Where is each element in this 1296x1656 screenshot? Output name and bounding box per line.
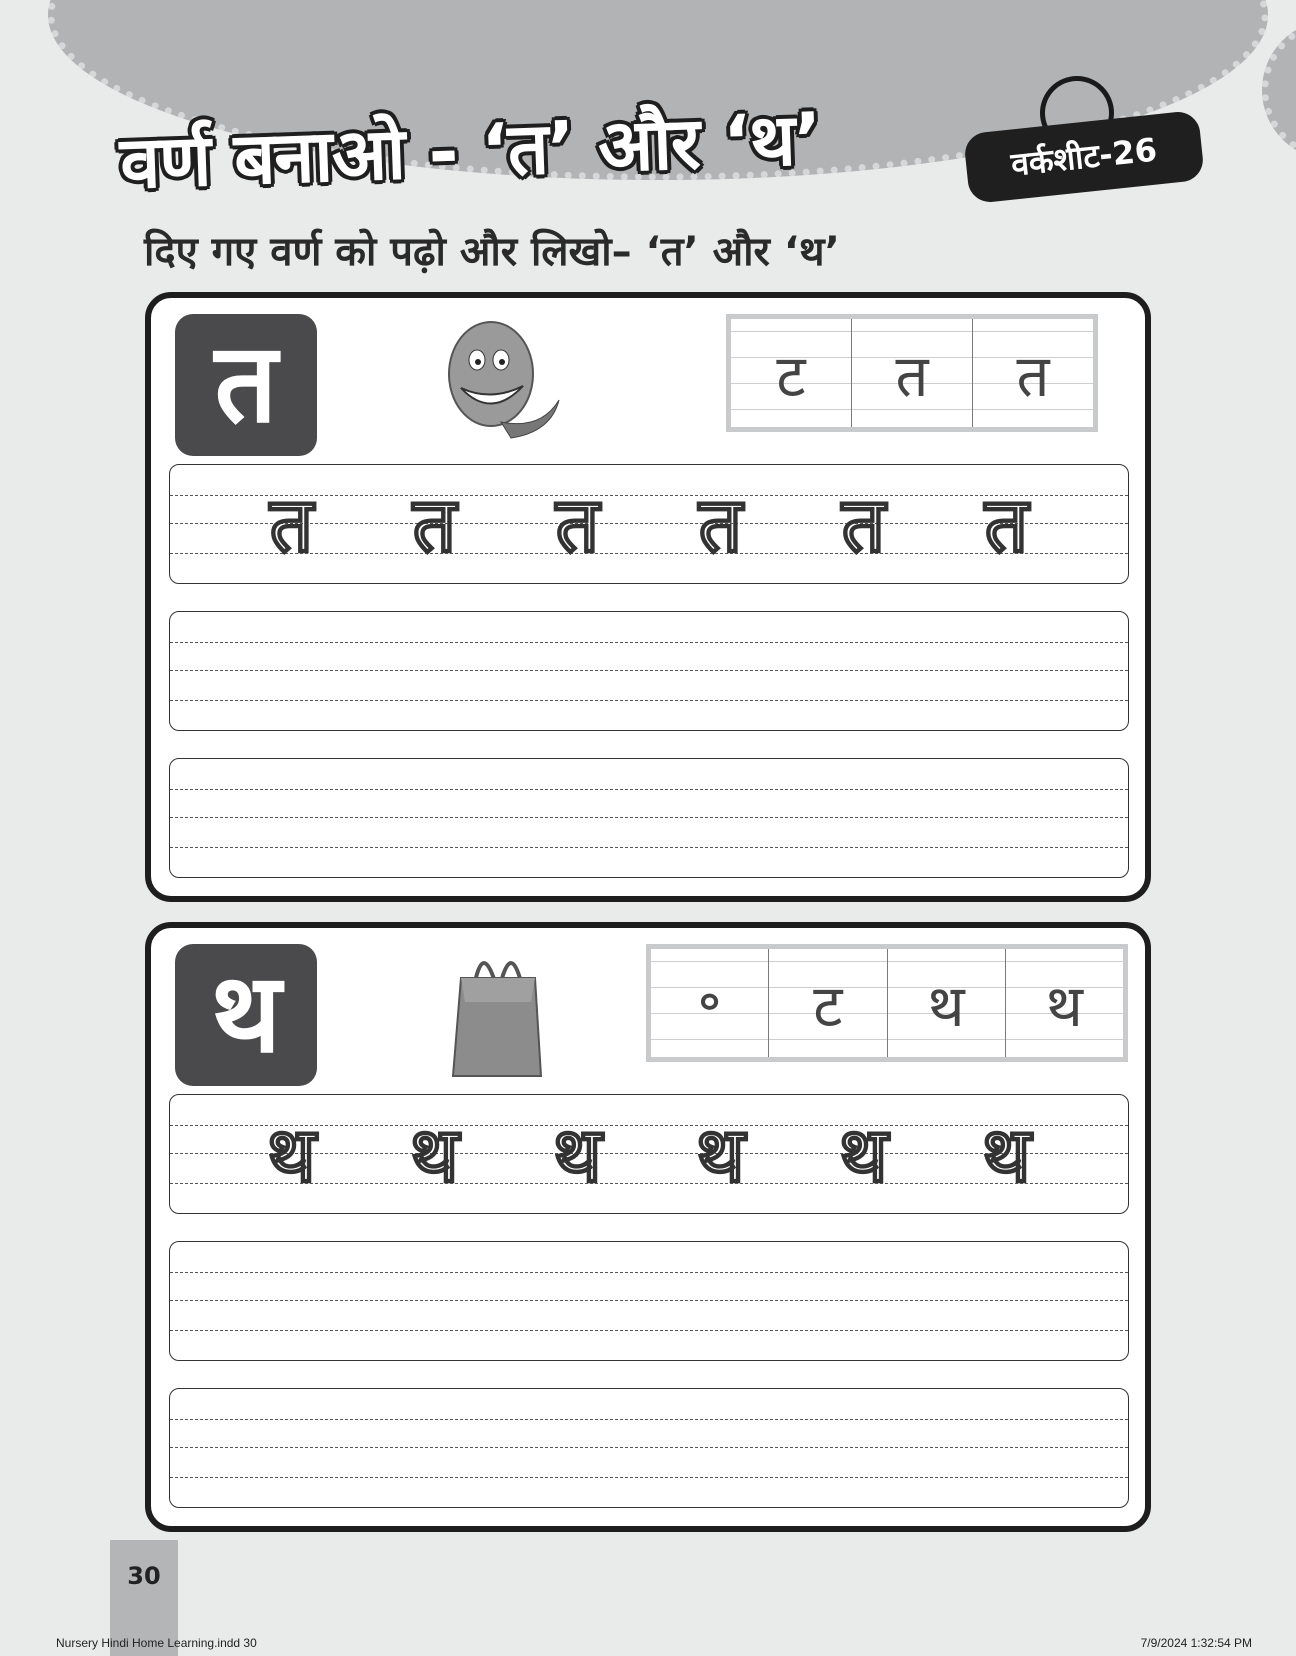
trace-letter: थ	[839, 1110, 888, 1199]
trace-letter: थ	[410, 1110, 459, 1199]
stroke-step: ॰	[651, 949, 769, 1057]
stroke-order-guide	[646, 944, 1128, 1062]
trace-letter: त	[412, 480, 457, 569]
watermelon-icon	[431, 312, 571, 452]
trace-letter: थ	[696, 1110, 745, 1199]
header-cloud-small	[1262, 20, 1296, 160]
stroke-step: त	[852, 319, 973, 427]
trace-letter: थ	[553, 1110, 602, 1199]
stroke-step: थ	[1006, 949, 1123, 1057]
trace-letter: त	[555, 480, 600, 569]
letter-section-ta	[145, 292, 1151, 902]
trace-letter: थ	[982, 1110, 1031, 1199]
trace-letter: त	[841, 480, 886, 569]
letter-section-tha	[145, 922, 1151, 1532]
stroke-step: ट	[731, 319, 852, 427]
writing-row[interactable]	[169, 611, 1129, 731]
page-number: 30	[127, 1562, 161, 1590]
stroke-step: थ	[888, 949, 1006, 1057]
tracing-row[interactable]	[169, 464, 1129, 584]
stroke-step: ट	[769, 949, 887, 1057]
trace-letter: त	[984, 480, 1029, 569]
tracing-row[interactable]	[169, 1094, 1129, 1214]
trace-letter: थ	[267, 1110, 316, 1199]
letter-tile: त	[175, 314, 317, 456]
writing-row[interactable]	[169, 1241, 1129, 1361]
stroke-order-guide	[726, 314, 1098, 432]
instruction-text: दिए गए वर्ण को पढ़ो और लिखो– ‘त’ और ‘थ’	[144, 229, 840, 275]
trace-letter: त	[269, 480, 314, 569]
footer-timestamp: 7/9/2024 1:32:54 PM	[1140, 1636, 1252, 1650]
trace-letter: त	[698, 480, 743, 569]
bag-icon	[431, 942, 571, 1082]
writing-row[interactable]	[169, 758, 1129, 878]
writing-row[interactable]	[169, 1388, 1129, 1508]
page-title: वर्ण बनाओ - ‘त’ और ‘थ’	[118, 96, 823, 205]
worksheet-badge: वर्कशीट-26	[963, 110, 1205, 204]
stroke-step: त	[973, 319, 1093, 427]
letter-tile: थ	[175, 944, 317, 1086]
footer-filename: Nursery Hindi Home Learning.indd 30	[56, 1636, 257, 1650]
